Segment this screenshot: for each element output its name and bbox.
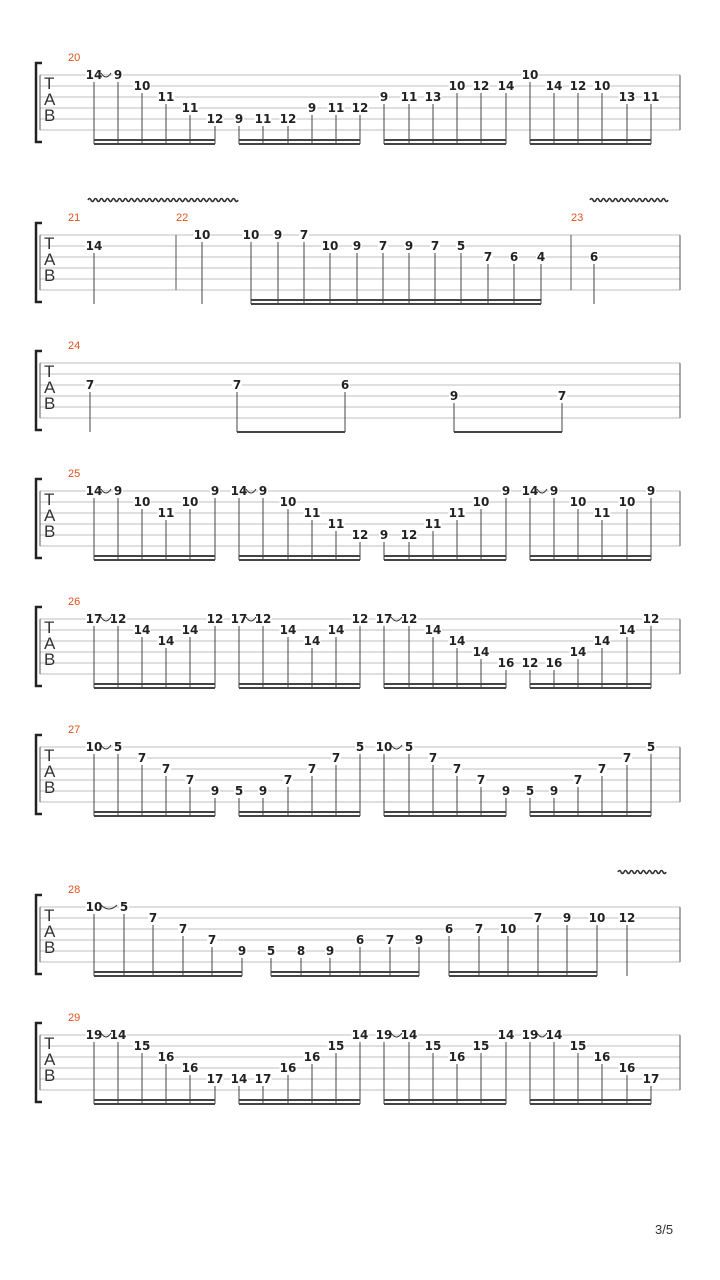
fret-number: 12 <box>351 612 369 626</box>
fret-number: 5 <box>456 239 466 253</box>
fret-number: 17 <box>230 612 248 626</box>
measure-number: 23 <box>571 212 584 224</box>
fret-number: 14 <box>85 484 103 498</box>
fret-number: 16 <box>157 1050 175 1064</box>
measure-number: 25 <box>68 468 81 480</box>
fret-number: 9 <box>210 784 220 798</box>
fret-number: 11 <box>400 90 418 104</box>
fret-number: 12 <box>569 79 587 93</box>
fret-number: 7 <box>307 762 317 776</box>
fret-number: 12 <box>472 79 490 93</box>
tab-clef-letter: T <box>44 906 55 925</box>
fret-number: 12 <box>109 612 127 626</box>
tab-system <box>36 871 680 977</box>
fret-number: 5 <box>646 740 656 754</box>
fret-number: 7 <box>597 762 607 776</box>
fret-number: 19 <box>85 1028 103 1042</box>
fret-number: 17 <box>85 612 103 626</box>
fret-number: 10 <box>569 495 587 509</box>
fret-number: 10 <box>588 911 606 925</box>
fret-number: 9 <box>113 68 123 82</box>
fret-number: 16 <box>303 1050 321 1064</box>
fret-number: 7 <box>137 751 147 765</box>
fret-number: 5 <box>404 740 414 754</box>
fret-number: 19 <box>375 1028 393 1042</box>
fret-number: 14 <box>497 1028 515 1042</box>
fret-number: 14 <box>230 484 248 498</box>
fret-number: 14 <box>181 623 199 637</box>
fret-number: 6 <box>444 922 454 936</box>
fret-number: 10 <box>375 740 393 754</box>
tab-system <box>36 1012 680 1104</box>
fret-number: 15 <box>327 1039 345 1053</box>
fret-number: 14 <box>472 645 490 659</box>
fret-number: 12 <box>279 112 297 126</box>
tab-clef-letter: T <box>44 490 55 509</box>
fret-number: 11 <box>181 101 199 115</box>
fret-number: 16 <box>279 1061 297 1075</box>
fret-number: 14 <box>545 79 563 93</box>
fret-number: 14 <box>448 634 466 648</box>
fret-number: 7 <box>622 751 632 765</box>
fret-number: 8 <box>296 944 306 958</box>
fret-number: 6 <box>589 250 599 264</box>
fret-number: 13 <box>424 90 442 104</box>
tab-clef-letter: B <box>44 522 56 541</box>
tab-clef-letter: B <box>44 938 56 957</box>
fret-number: 9 <box>258 484 268 498</box>
fret-number: 14 <box>545 1028 563 1042</box>
fret-number: 9 <box>562 911 572 925</box>
fret-number: 7 <box>299 228 309 242</box>
fret-number: 14 <box>351 1028 369 1042</box>
measure-number: 21 <box>68 212 81 224</box>
fret-number: 7 <box>161 762 171 776</box>
fret-number: 14 <box>497 79 515 93</box>
tab-clef-letter: T <box>44 1034 55 1053</box>
fret-number: 9 <box>258 784 268 798</box>
fret-number: 16 <box>545 656 563 670</box>
fret-number: 16 <box>593 1050 611 1064</box>
fret-number: 9 <box>325 944 335 958</box>
fret-number: 7 <box>85 378 95 392</box>
fret-number: 10 <box>448 79 466 93</box>
fret-number: 7 <box>207 933 217 947</box>
measure-number: 29 <box>68 1012 81 1024</box>
fret-number: 14 <box>303 634 321 648</box>
fret-number: 17 <box>206 1072 224 1086</box>
fret-number: 11 <box>327 517 345 531</box>
vibrato-mark <box>590 199 668 202</box>
fret-number: 7 <box>178 922 188 936</box>
fret-number: 14 <box>230 1072 248 1086</box>
fret-number: 5 <box>525 784 535 798</box>
fret-number: 12 <box>618 911 636 925</box>
fret-number: 11 <box>642 90 660 104</box>
tab-clef-letter: A <box>44 90 56 109</box>
fret-number: 14 <box>279 623 297 637</box>
fret-number: 9 <box>237 944 247 958</box>
vibrato-mark <box>88 199 238 202</box>
measure-number: 27 <box>68 724 81 736</box>
fret-number: 14 <box>109 1028 127 1042</box>
fret-number: 12 <box>206 612 224 626</box>
fret-number: 10 <box>521 68 539 82</box>
fret-number: 9 <box>273 228 283 242</box>
fret-number: 10 <box>321 239 339 253</box>
fret-number: 15 <box>472 1039 490 1053</box>
fret-number: 12 <box>521 656 539 670</box>
fret-number: 7 <box>232 378 242 392</box>
fret-number: 7 <box>283 773 293 787</box>
fret-number: 6 <box>355 933 365 947</box>
tab-clef-letter: A <box>44 634 56 653</box>
fret-number: 7 <box>331 751 341 765</box>
fret-number: 14 <box>618 623 636 637</box>
fret-number: 6 <box>340 378 350 392</box>
fret-number: 7 <box>474 922 484 936</box>
fret-number: 17 <box>254 1072 272 1086</box>
fret-number: 9 <box>113 484 123 498</box>
tab-clef-letter: B <box>44 650 56 669</box>
tab-clef-letter: T <box>44 618 55 637</box>
fret-number: 14 <box>400 1028 418 1042</box>
fret-number: 5 <box>119 900 129 914</box>
fret-number: 7 <box>148 911 158 925</box>
fret-number: 16 <box>497 656 515 670</box>
fret-number: 7 <box>185 773 195 787</box>
fret-number: 12 <box>351 101 369 115</box>
fret-number: 10 <box>593 79 611 93</box>
fret-number: 10 <box>279 495 297 509</box>
tab-clef-letter: A <box>44 250 56 269</box>
fret-number: 14 <box>569 645 587 659</box>
fret-number: 14 <box>157 634 175 648</box>
fret-number: 9 <box>549 784 559 798</box>
tab-system <box>36 468 680 560</box>
fret-number: 10 <box>85 900 103 914</box>
fret-number: 14 <box>593 634 611 648</box>
fret-number: 9 <box>414 933 424 947</box>
measure-number: 26 <box>68 596 81 608</box>
fret-number: 9 <box>379 90 389 104</box>
fret-number: 5 <box>266 944 276 958</box>
vibrato-mark <box>618 871 666 874</box>
tab-clef-letter: T <box>44 746 55 765</box>
fret-number: 13 <box>618 90 636 104</box>
fret-number: 10 <box>133 79 151 93</box>
fret-number: 10 <box>242 228 260 242</box>
fret-number: 15 <box>133 1039 151 1053</box>
fret-number: 9 <box>379 528 389 542</box>
fret-number: 6 <box>509 250 519 264</box>
fret-number: 15 <box>569 1039 587 1053</box>
tab-clef-letter: A <box>44 922 56 941</box>
tab-clef-letter: B <box>44 106 56 125</box>
fret-number: 16 <box>618 1061 636 1075</box>
tab-clef-letter: A <box>44 378 56 397</box>
tab-clef-letter: T <box>44 74 55 93</box>
fret-number: 10 <box>618 495 636 509</box>
tab-system <box>36 596 680 688</box>
fret-number: 9 <box>501 484 511 498</box>
fret-number: 12 <box>351 528 369 542</box>
fret-number: 12 <box>400 612 418 626</box>
measure-number: 24 <box>68 340 81 352</box>
fret-number: 15 <box>424 1039 442 1053</box>
fret-number: 5 <box>234 784 244 798</box>
fret-number: 7 <box>573 773 583 787</box>
fret-number: 9 <box>210 484 220 498</box>
fret-number: 7 <box>452 762 462 776</box>
fret-number: 11 <box>327 101 345 115</box>
fret-number: 5 <box>355 740 365 754</box>
measure-number: 28 <box>68 884 81 896</box>
tab-clef-letter: A <box>44 506 56 525</box>
fret-number: 19 <box>521 1028 539 1042</box>
fret-number: 9 <box>549 484 559 498</box>
fret-number: 17 <box>642 1072 660 1086</box>
fret-number: 11 <box>303 506 321 520</box>
fret-number: 5 <box>113 740 123 754</box>
fret-number: 9 <box>404 239 414 253</box>
fret-number: 7 <box>378 239 388 253</box>
fret-number: 11 <box>448 506 466 520</box>
fret-number: 10 <box>499 922 517 936</box>
fret-number: 10 <box>193 228 211 242</box>
tab-system <box>36 52 680 144</box>
fret-number: 10 <box>472 495 490 509</box>
tab-clef-letter: T <box>44 362 55 381</box>
fret-number: 14 <box>327 623 345 637</box>
fret-number: 9 <box>234 112 244 126</box>
fret-number: 11 <box>424 517 442 531</box>
fret-number: 7 <box>428 751 438 765</box>
fret-number: 14 <box>85 239 103 253</box>
fret-number: 10 <box>85 740 103 754</box>
fret-number: 9 <box>307 101 317 115</box>
measure-number: 20 <box>68 52 81 64</box>
tab-clef-letter: T <box>44 234 55 253</box>
fret-number: 14 <box>85 68 103 82</box>
fret-number: 7 <box>483 250 493 264</box>
tab-system <box>36 724 680 816</box>
tab-clef-letter: B <box>44 1066 56 1085</box>
fret-number: 9 <box>449 389 459 403</box>
fret-number: 4 <box>536 250 546 264</box>
fret-number: 11 <box>157 90 175 104</box>
fret-number: 16 <box>448 1050 466 1064</box>
fret-number: 7 <box>557 389 567 403</box>
fret-number: 10 <box>133 495 151 509</box>
tab-clef-letter: A <box>44 1050 56 1069</box>
fret-number: 9 <box>646 484 656 498</box>
fret-number: 12 <box>206 112 224 126</box>
page-number: 3/5 <box>655 1222 674 1237</box>
fret-number: 16 <box>181 1061 199 1075</box>
fret-number: 11 <box>157 506 175 520</box>
fret-number: 12 <box>642 612 660 626</box>
fret-number: 12 <box>400 528 418 542</box>
tab-clef-letter: B <box>44 394 56 413</box>
fret-number: 11 <box>593 506 611 520</box>
fret-number: 14 <box>133 623 151 637</box>
tab-clef-letter: A <box>44 762 56 781</box>
fret-number: 10 <box>181 495 199 509</box>
tab-system <box>36 340 680 432</box>
fret-number: 14 <box>521 484 539 498</box>
fret-number: 7 <box>385 933 395 947</box>
fret-number: 7 <box>430 239 440 253</box>
fret-number: 17 <box>375 612 393 626</box>
tab-system <box>36 199 680 305</box>
measure-number: 22 <box>176 212 189 224</box>
fret-number: 12 <box>254 612 272 626</box>
tab-clef-letter: B <box>44 266 56 285</box>
fret-number: 9 <box>352 239 362 253</box>
fret-number: 7 <box>476 773 486 787</box>
fret-number: 9 <box>501 784 511 798</box>
fret-number: 11 <box>254 112 272 126</box>
fret-number: 14 <box>424 623 442 637</box>
fret-number: 7 <box>533 911 543 925</box>
tab-clef-letter: B <box>44 778 56 797</box>
